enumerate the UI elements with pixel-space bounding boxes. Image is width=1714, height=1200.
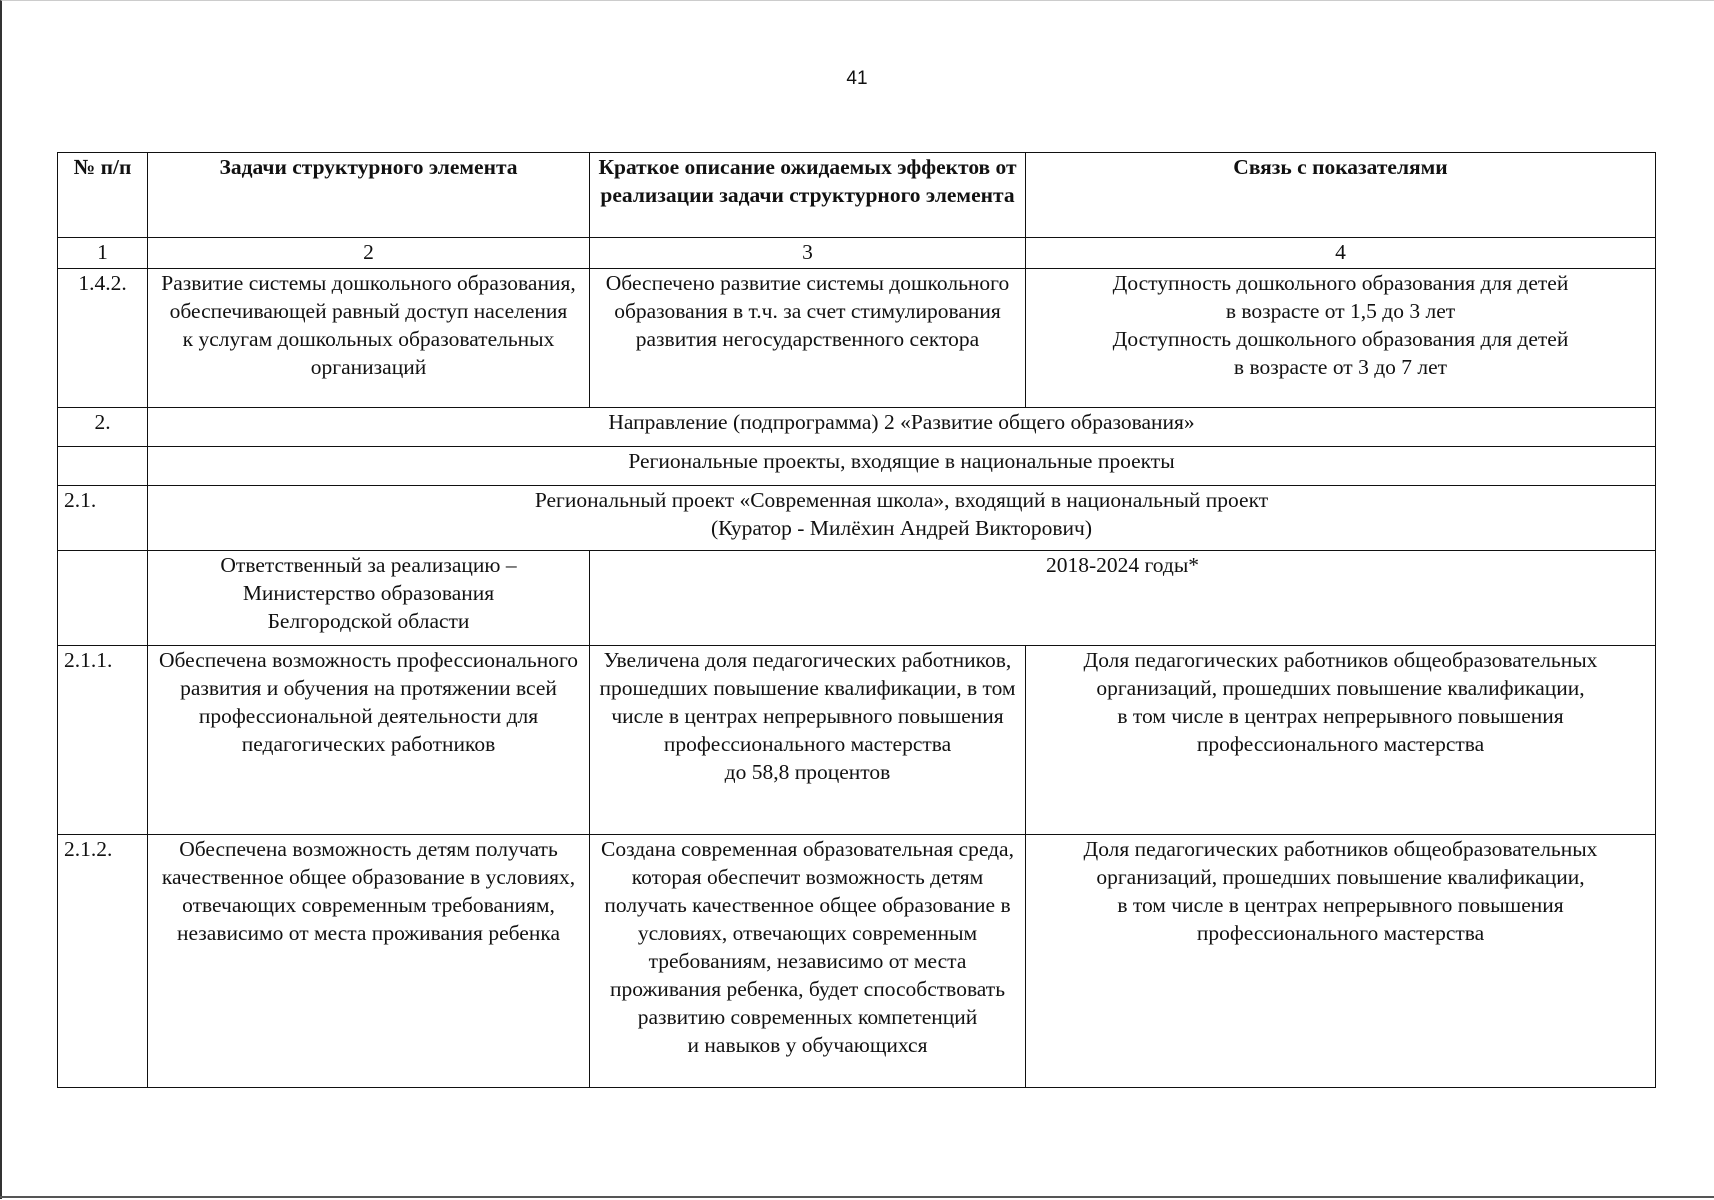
header-effects: Краткое описание ожидаемых эффектов от реализации задачи структурного элемента <box>590 153 1026 238</box>
row-indicators: Доступность дошкольного образования для детей в возрасте от 1,5 до 3 лет Доступность дошкольного образования для детей в возрасте от 3 до 7 лет <box>1026 269 1656 408</box>
project-num: 2.1. <box>58 486 148 551</box>
empty-cell <box>58 551 148 646</box>
column-numbers-row <box>58 238 1656 269</box>
header-indicators: Связь с показателями <box>1026 153 1656 238</box>
column-number: 4 <box>1026 238 1656 269</box>
structure-table <box>57 152 1656 1088</box>
column-number: 3 <box>590 238 1026 269</box>
header-tasks: Задачи структурного элемента <box>148 153 590 238</box>
row-num: 1.4.2. <box>58 269 148 408</box>
table-header-row <box>58 153 1656 238</box>
subheader-text: Региональные проекты, входящие в национальные проекты <box>148 447 1656 486</box>
row-indicators: Доля педагогических работников общеобразовательных организаций, прошедших повышение квалификации, в том числе в центрах непрерывного повышения профессионального мастерства <box>1026 646 1656 835</box>
column-number: 1 <box>58 238 148 269</box>
table-row <box>58 835 1656 1088</box>
table-row <box>58 269 1656 408</box>
section-row <box>58 408 1656 447</box>
row-task: Обеспечена возможность детям получать качественное общее образование в условиях, отвечающих современным требованиям, независимо от места проживания ребенка <box>148 835 590 1088</box>
responsible-row <box>58 551 1656 646</box>
row-task: Развитие системы дошкольного образования, обеспечивающей равный доступ населения к услугам дошкольных образовательных организаций <box>148 269 590 408</box>
header-num: № п/п <box>58 153 148 238</box>
row-effect: Создана современная образовательная среда, которая обеспечит возможность детям получать качественное общее образование в условиях, отвечающих современным требованиям, независимо от места проживания ребенка, будет способствовать развитию современных компетенций и навыков у обучающихся <box>590 835 1026 1088</box>
bottom-scan-rule <box>0 1196 1714 1198</box>
section-title: Направление (подпрограмма) 2 «Развитие общего образования» <box>148 408 1656 447</box>
column-number: 2 <box>148 238 590 269</box>
row-num: 2.1.2. <box>58 835 148 1088</box>
row-task: Обеспечена возможность профессионального развития и обучения на протяжении всей профессиональной деятельности для педагогических работников <box>148 646 590 835</box>
row-effect: Увеличена доля педагогических работников, прошедших повышение квалификации, в том числе в центрах непрерывного повышения профессионального мастерства до 58,8 процентов <box>590 646 1026 835</box>
empty-cell <box>58 447 148 486</box>
section-num: 2. <box>58 408 148 447</box>
responsible-period: 2018-2024 годы* <box>590 551 1656 646</box>
subheader-row <box>58 447 1656 486</box>
row-num: 2.1.1. <box>58 646 148 835</box>
page-number: 41 <box>846 68 868 89</box>
table-row <box>58 646 1656 835</box>
project-title: Региональный проект «Современная школа», входящий в национальный проект (Куратор - Милёхин Андрей Викторович) <box>148 486 1656 551</box>
row-indicators: Доля педагогических работников общеобразовательных организаций, прошедших повышение квалификации, в том числе в центрах непрерывного повышения профессионального мастерства <box>1026 835 1656 1088</box>
responsible-label: Ответственный за реализацию – Министерство образования Белгородской области <box>148 551 590 646</box>
row-effect: Обеспечено развитие системы дошкольного образования в т.ч. за счет стимулирования развития негосударственного сектора <box>590 269 1026 408</box>
project-row <box>58 486 1656 551</box>
